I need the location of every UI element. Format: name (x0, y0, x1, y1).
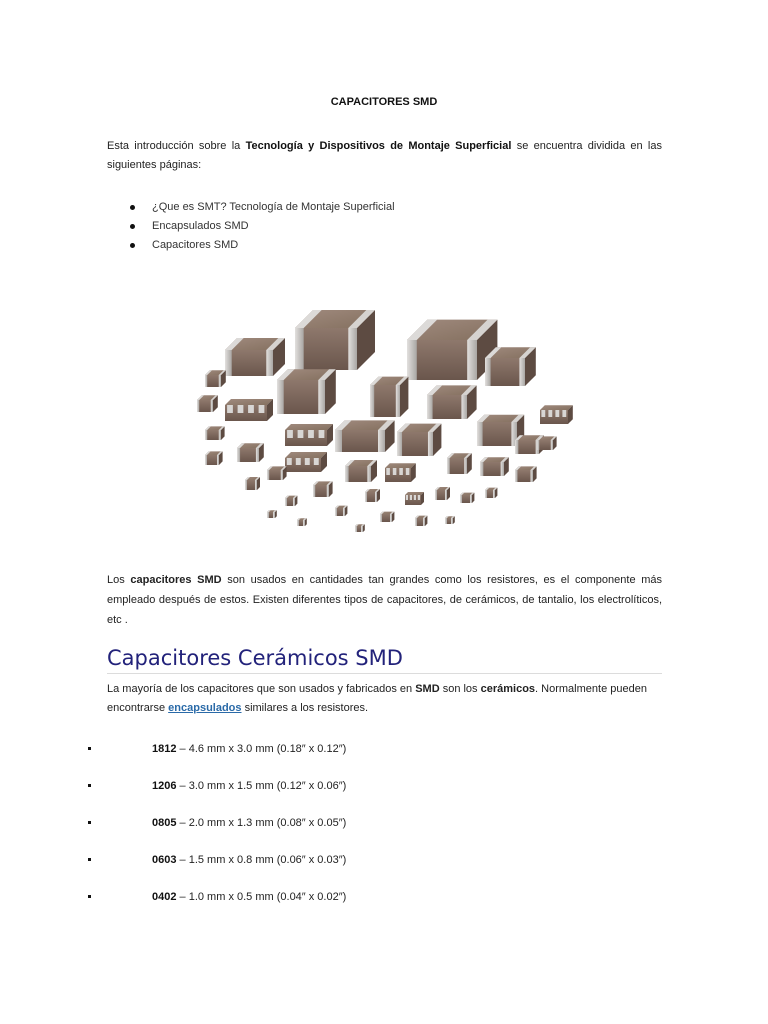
capacitor-chip (380, 512, 394, 522)
size-item-text (152, 780, 346, 792)
paragraph-text: Los (107, 574, 131, 586)
size-desc: – 3.0 mm x 1.5 mm (0.12″ x 0.06″) (176, 780, 347, 792)
capacitor-chip (407, 320, 497, 380)
intro-text: Esta introducción sobre la (107, 140, 246, 152)
intro-paragraph (107, 137, 662, 175)
size-code: 0402 (152, 891, 177, 903)
capacitor-array-chip (540, 405, 573, 424)
square-bullet-icon (88, 821, 91, 824)
capacitor-chip (267, 466, 287, 480)
size-item-text (152, 891, 346, 903)
capacitor-chip (205, 426, 225, 440)
bullet-icon (130, 243, 135, 248)
capacitores-paragraph (107, 570, 662, 630)
capacitor-chip (345, 460, 377, 482)
capacitor-chip (485, 488, 497, 498)
size-desc: – 1.0 mm x 0.5 mm (0.04″ x 0.02″) (176, 891, 347, 903)
intro-bold-text: Tecnología y Dispositivos de Montaje Superficial (245, 140, 512, 152)
capacitor-chip (267, 510, 277, 518)
size-desc: – 2.0 mm x 1.3 mm (0.08″ x 0.05″) (176, 817, 347, 829)
capacitor-chip (427, 385, 477, 419)
capacitor-chip (460, 493, 474, 503)
list-item-label: Encapsulados SMD (152, 220, 249, 232)
capacitor-chip (245, 477, 260, 490)
capacitor-chip (445, 516, 455, 524)
bullet-icon (130, 224, 135, 229)
capacitor-array-chip (225, 399, 273, 421)
capacitor-array-chip (285, 452, 327, 472)
size-code: 1206 (152, 780, 177, 792)
square-bullet-icon (88, 784, 91, 787)
size-item-text (152, 817, 346, 829)
para3-bold-smd: SMD (415, 683, 440, 695)
capacitor-chip (435, 487, 450, 500)
size-item-text (152, 743, 346, 755)
square-bullet-icon (88, 895, 91, 898)
intro-text-end: se encuentra dividida en las siguientes páginas: (107, 140, 662, 171)
size-desc: – 1.5 mm x 0.8 mm (0.06″ x 0.03″) (176, 854, 347, 866)
paragraph-text-end: son usados en cantidades tan grandes como los resistores, es el componente más empleado después de estos. Existen diferentes tipos de capacitores, de cerámicos, de tantalio, los electrolíticos, etc . (107, 574, 662, 626)
para3-text-1: La mayoría de los capacitores que son usados y fabricados en (107, 683, 416, 695)
list-item (130, 198, 395, 217)
capacitor-chip (447, 453, 472, 474)
page-title: CAPACITORES SMD (330, 96, 438, 108)
capacitor-chip (237, 443, 264, 462)
bullet-icon (130, 205, 135, 210)
capacitor-chip (225, 338, 285, 376)
capacitor-chip (335, 506, 347, 516)
square-bullet-icon (88, 858, 91, 861)
capacitor-chip (313, 481, 333, 497)
capacitor-chip (277, 369, 336, 414)
size-item-text (152, 854, 346, 866)
pages-list (130, 198, 395, 255)
ceramicos-paragraph (107, 680, 667, 718)
list-item (130, 236, 395, 255)
size-code: 1812 (152, 743, 177, 755)
capacitor-array-chip (285, 424, 333, 446)
list-item-label: Capacitores SMD (152, 239, 239, 251)
section-heading: Capacitores Cerámicos SMD (107, 646, 662, 674)
capacitor-chip (297, 518, 307, 526)
capacitor-chip (515, 466, 537, 482)
capacitor-array-chip (385, 463, 416, 482)
smd-capacitors-image (185, 280, 585, 550)
paragraph-bold-text: capacitores SMD (130, 574, 222, 586)
para3-bold-ceramicos: cerámicos (480, 683, 536, 695)
encapsulados-link[interactable]: encapsulados (168, 702, 242, 714)
para3-text-3: . Normalmente pueden encontrarse (107, 683, 647, 714)
capacitor-array-chip (405, 492, 424, 505)
square-bullet-icon (88, 747, 91, 750)
para3-text-4: similares a los resistores. (241, 702, 369, 714)
para3-text-2: son los (439, 683, 481, 695)
list-item-label: ¿Que es SMT? Tecnología de Montaje Superficial (152, 201, 395, 213)
size-code: 0603 (152, 854, 177, 866)
size-code: 0805 (152, 817, 177, 829)
capacitor-chip (205, 370, 226, 387)
list-item (130, 217, 395, 236)
capacitor-chip (537, 436, 557, 450)
capacitor-chip (205, 451, 223, 465)
capacitor-chip (197, 395, 218, 412)
capacitor-chip (485, 347, 536, 386)
capacitor-chip (335, 420, 395, 452)
capacitor-chip (415, 516, 427, 526)
capacitor-chip (365, 489, 380, 502)
size-desc: – 4.6 mm x 3.0 mm (0.18″ x 0.12″) (176, 743, 347, 755)
capacitor-chip (295, 310, 375, 370)
capacitor-chip (480, 457, 509, 476)
capacitor-chip (355, 524, 365, 532)
capacitor-chip (285, 496, 297, 506)
capacitor-chip (397, 424, 441, 456)
capacitor-chip (370, 377, 408, 417)
